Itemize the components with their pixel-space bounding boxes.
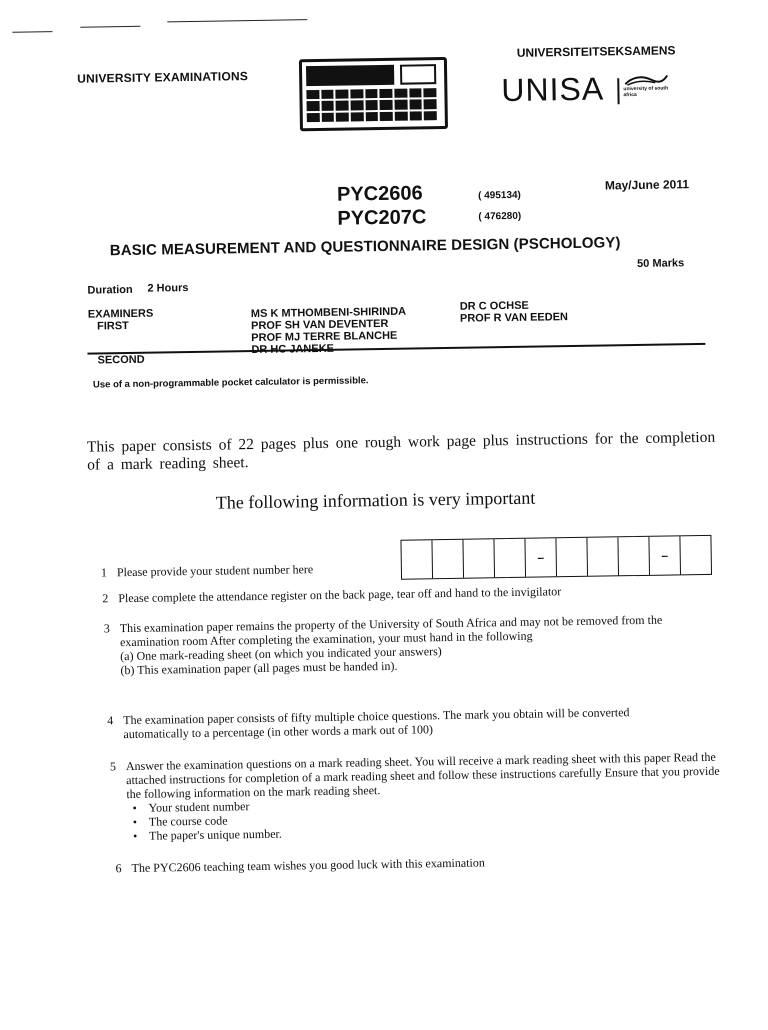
instruction-item-1 xyxy=(100,561,397,580)
exam-date: May/June 2011 xyxy=(604,177,690,193)
calculator-display xyxy=(306,65,394,86)
course-code-primary: PYC2606 xyxy=(336,182,423,206)
instruction-number: 1 xyxy=(100,565,108,580)
instruction-text: Answer the examination questions on a mark reading sheet. You will receive a mark reading sheet with this paper Read the attached instructions for completion of a mark reading sheet and follow these instructions carefully Ensure that you provide the following information on the mark reading sheet. xyxy=(125,749,720,802)
student-number-box[interactable] xyxy=(680,536,711,574)
unisa-logo: UNISA xyxy=(501,70,605,109)
instruction-number: 4 xyxy=(107,713,114,728)
examiner-name: PROF R VAN EEDEN xyxy=(459,311,569,325)
instruction-text: Please complete the attendance register on the back page, tear off and hand to the invigilator xyxy=(118,584,562,606)
course-title: BASIC MEASUREMENT AND QUESTIONNAIRE DESIGN (PSCHOLOGY) xyxy=(109,234,621,260)
calculator-icon xyxy=(299,57,448,131)
student-number-box[interactable] xyxy=(618,537,650,575)
instruction-text: The PYC2606 teaching team wishes you good luck with this examination xyxy=(131,855,485,876)
student-number-box[interactable]: – xyxy=(649,536,681,574)
instruction-text: This examination paper remains the property of the University of South Africa and may not be removed from the examination room After completing the examination, your must hand in the following xyxy=(119,612,663,650)
bullet-unique-number: • The paper's unique number. xyxy=(127,820,727,843)
duration-label: Duration xyxy=(87,283,133,297)
examiners-second-label: SECOND xyxy=(97,353,145,367)
student-number-box[interactable] xyxy=(587,537,619,575)
paper-number-secondary: ( 476280) xyxy=(478,210,522,223)
header-universiteitseksamens: UNIVERSITEITSEKSAMENS xyxy=(516,43,676,60)
important-heading: The following information is very important xyxy=(215,487,536,513)
unisa-logo-divider xyxy=(617,78,619,104)
instruction-number: 2 xyxy=(102,591,109,606)
student-number-box[interactable]: – xyxy=(525,538,557,576)
header-university-examinations: UNIVERSITY EXAMINATIONS xyxy=(77,69,249,86)
duration-value: 2 Hours xyxy=(147,282,189,295)
scan-artifact-line xyxy=(12,31,52,33)
examiner-name: PROF SH VAN DEVENTER xyxy=(250,317,389,333)
total-marks: 50 Marks xyxy=(637,257,685,270)
bullet-course-code: • The course code xyxy=(127,806,727,829)
student-number-box[interactable] xyxy=(556,538,588,576)
course-code-secondary: PYC207C xyxy=(337,206,427,230)
instruction-item-3 xyxy=(103,612,681,678)
unisa-logo-emblem-icon xyxy=(623,73,669,86)
examiner-name: DR C OCHSE xyxy=(459,299,529,313)
student-number-box[interactable] xyxy=(463,539,495,577)
unisa-logo-tagline: university of south africa xyxy=(623,85,669,99)
student-number-box[interactable] xyxy=(494,539,526,577)
calculator-solar-panel xyxy=(400,64,436,85)
instruction-item-2 xyxy=(102,582,718,606)
scan-artifact-line xyxy=(80,26,140,28)
instruction-text: Please provide your student number here xyxy=(116,562,314,580)
student-number-box[interactable] xyxy=(401,540,433,578)
student-number-boxes[interactable] xyxy=(400,535,712,580)
paper-number-primary: ( 495134) xyxy=(477,189,521,202)
instruction-number: 3 xyxy=(103,621,110,636)
examiner-names-column-2 xyxy=(460,299,568,325)
calculator-note: Use of a non-programmable pocket calculator is permissible. xyxy=(92,375,369,391)
student-number-box[interactable] xyxy=(432,540,464,578)
instruction-item-6 xyxy=(115,852,691,876)
paper-intro: This paper consists of 22 pages plus one rough work page plus instructions for the completion of a mark reading sheet. xyxy=(86,428,716,474)
calculator-keypad xyxy=(306,88,436,122)
instruction-item-4 xyxy=(107,704,693,742)
examiner-name: PROF MJ TERRE BLANCHE xyxy=(251,329,398,345)
scan-artifact-line xyxy=(167,19,307,22)
examiners-label: EXAMINERS xyxy=(87,307,154,321)
instruction-subitem-a: (a) One mark-reading sheet (on which you indicated your answers) xyxy=(120,644,442,664)
examiners-first-label: FIRST xyxy=(96,319,129,333)
instruction-item-5 xyxy=(109,749,727,843)
examiner-name: MS K MTHOMBENI-SHIRINDA xyxy=(250,305,407,321)
instruction-subitem-b: (b) This examination paper (all pages must be handed in). xyxy=(120,658,398,678)
instruction-number: 5 xyxy=(109,759,117,774)
instruction-text: The examination paper consists of fifty multiple choice questions. The mark you obtain will be converted automatically to a percentage (in other words a mark out of 100) xyxy=(123,705,630,742)
bullet-student-number: • Your student number xyxy=(127,792,727,815)
instruction-number: 6 xyxy=(115,861,122,876)
